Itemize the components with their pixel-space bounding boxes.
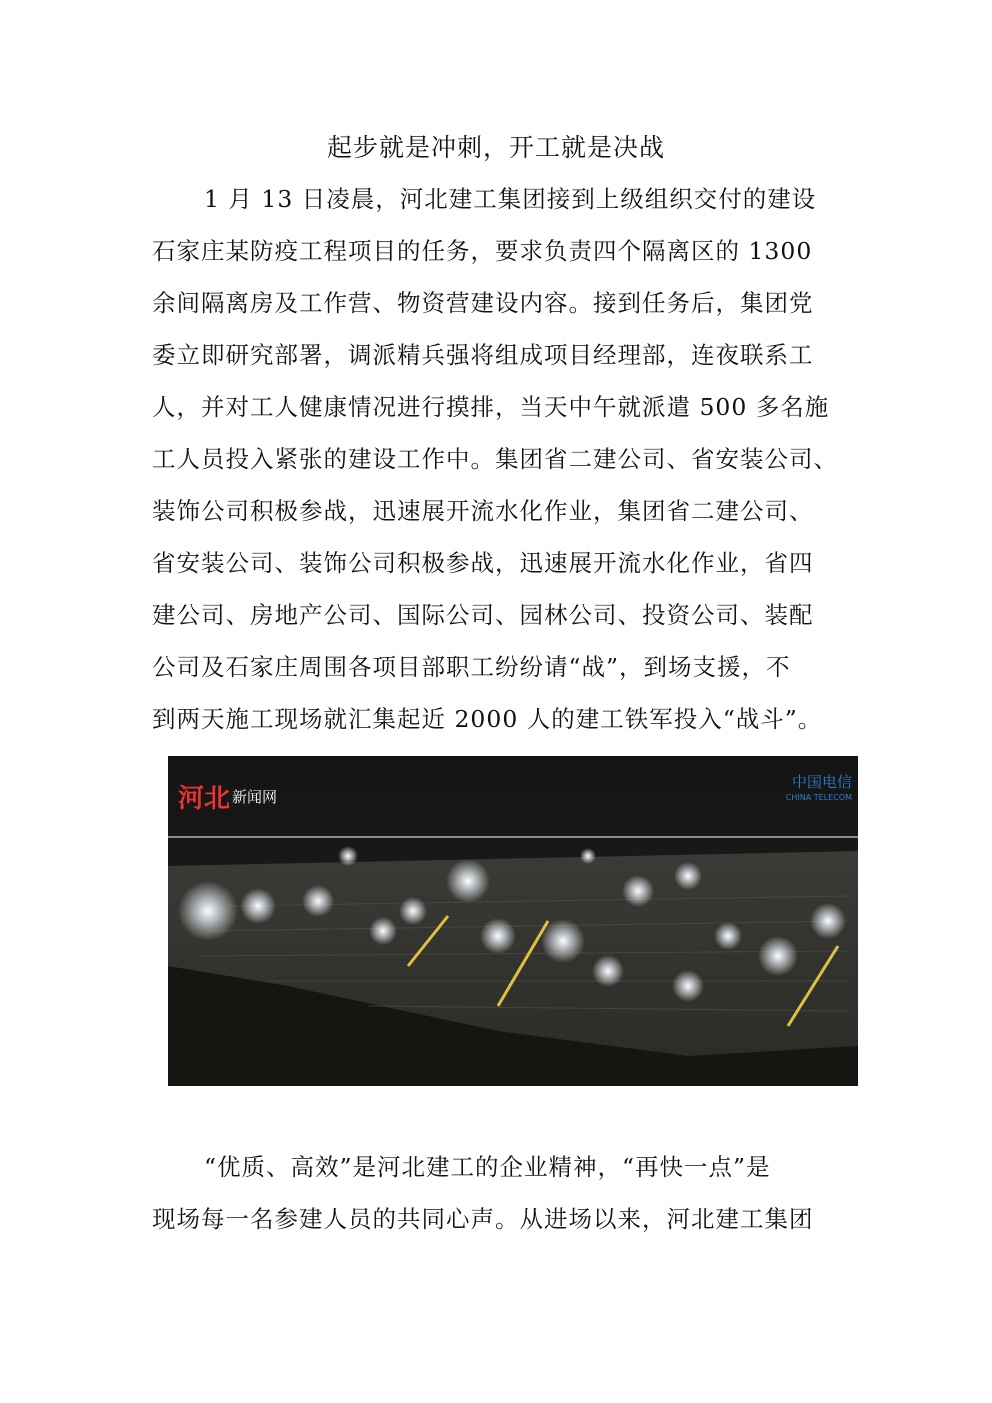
logo-mark: 河北	[178, 784, 231, 814]
section-heading: 起步就是冲刺，开工就是决战	[326, 133, 665, 162]
paragraph-line: 委立即研究部署，调派精兵强将组成项目经理部，连夜联系工	[152, 341, 814, 369]
logo-text: 中国电信	[791, 773, 852, 791]
construction-site-night-photo	[168, 756, 858, 1086]
paragraph-line: 到两天施工现场就汇集起近 2000 人的建工铁军投入“战斗”。	[152, 705, 823, 733]
logo-text: 新闻网	[232, 788, 278, 806]
china-telecom-logo	[786, 774, 852, 806]
paragraph-line: “优质、高效”是河北建工的企业精神，“再快一点”是	[204, 1153, 771, 1181]
paragraph-line: 工人员投入紧张的建设工作中。集团省二建公司、省安装公司、	[152, 445, 838, 473]
paragraph-line: 装饰公司积极参战，迅速展开流水化作业，集团省二建公司、	[152, 497, 814, 525]
paragraph-line: 人，并对工人健康情况进行摸排，当天中午就派遣 500 多名施	[152, 393, 830, 421]
paragraph-line: 现场每一名参建人员的共同心声。从进场以来，河北建工集团	[152, 1205, 814, 1233]
paragraph-line: 余间隔离房及工作营、物资营建设内容。接到任务后，集团党	[152, 289, 814, 317]
hebei-news-logo	[178, 778, 277, 815]
logo-subtext: CHINA TELECOM	[785, 793, 852, 802]
paragraph-line: 建公司、房地产公司、国际公司、园林公司、投资公司、装配	[152, 601, 814, 629]
paragraph-line: 省安装公司、装饰公司积极参战，迅速展开流水化作业，省四	[152, 549, 814, 577]
paragraph-line: 1 月 13 日凌晨，河北建工集团接到上级组织交付的建设	[204, 185, 817, 213]
paragraph-line: 公司及石家庄周围各项目部职工纷纷请“战”，到场支援，不	[152, 653, 791, 681]
paragraph-line: 石家庄某防疫工程项目的任务，要求负责四个隔离区的 1300	[152, 237, 813, 265]
